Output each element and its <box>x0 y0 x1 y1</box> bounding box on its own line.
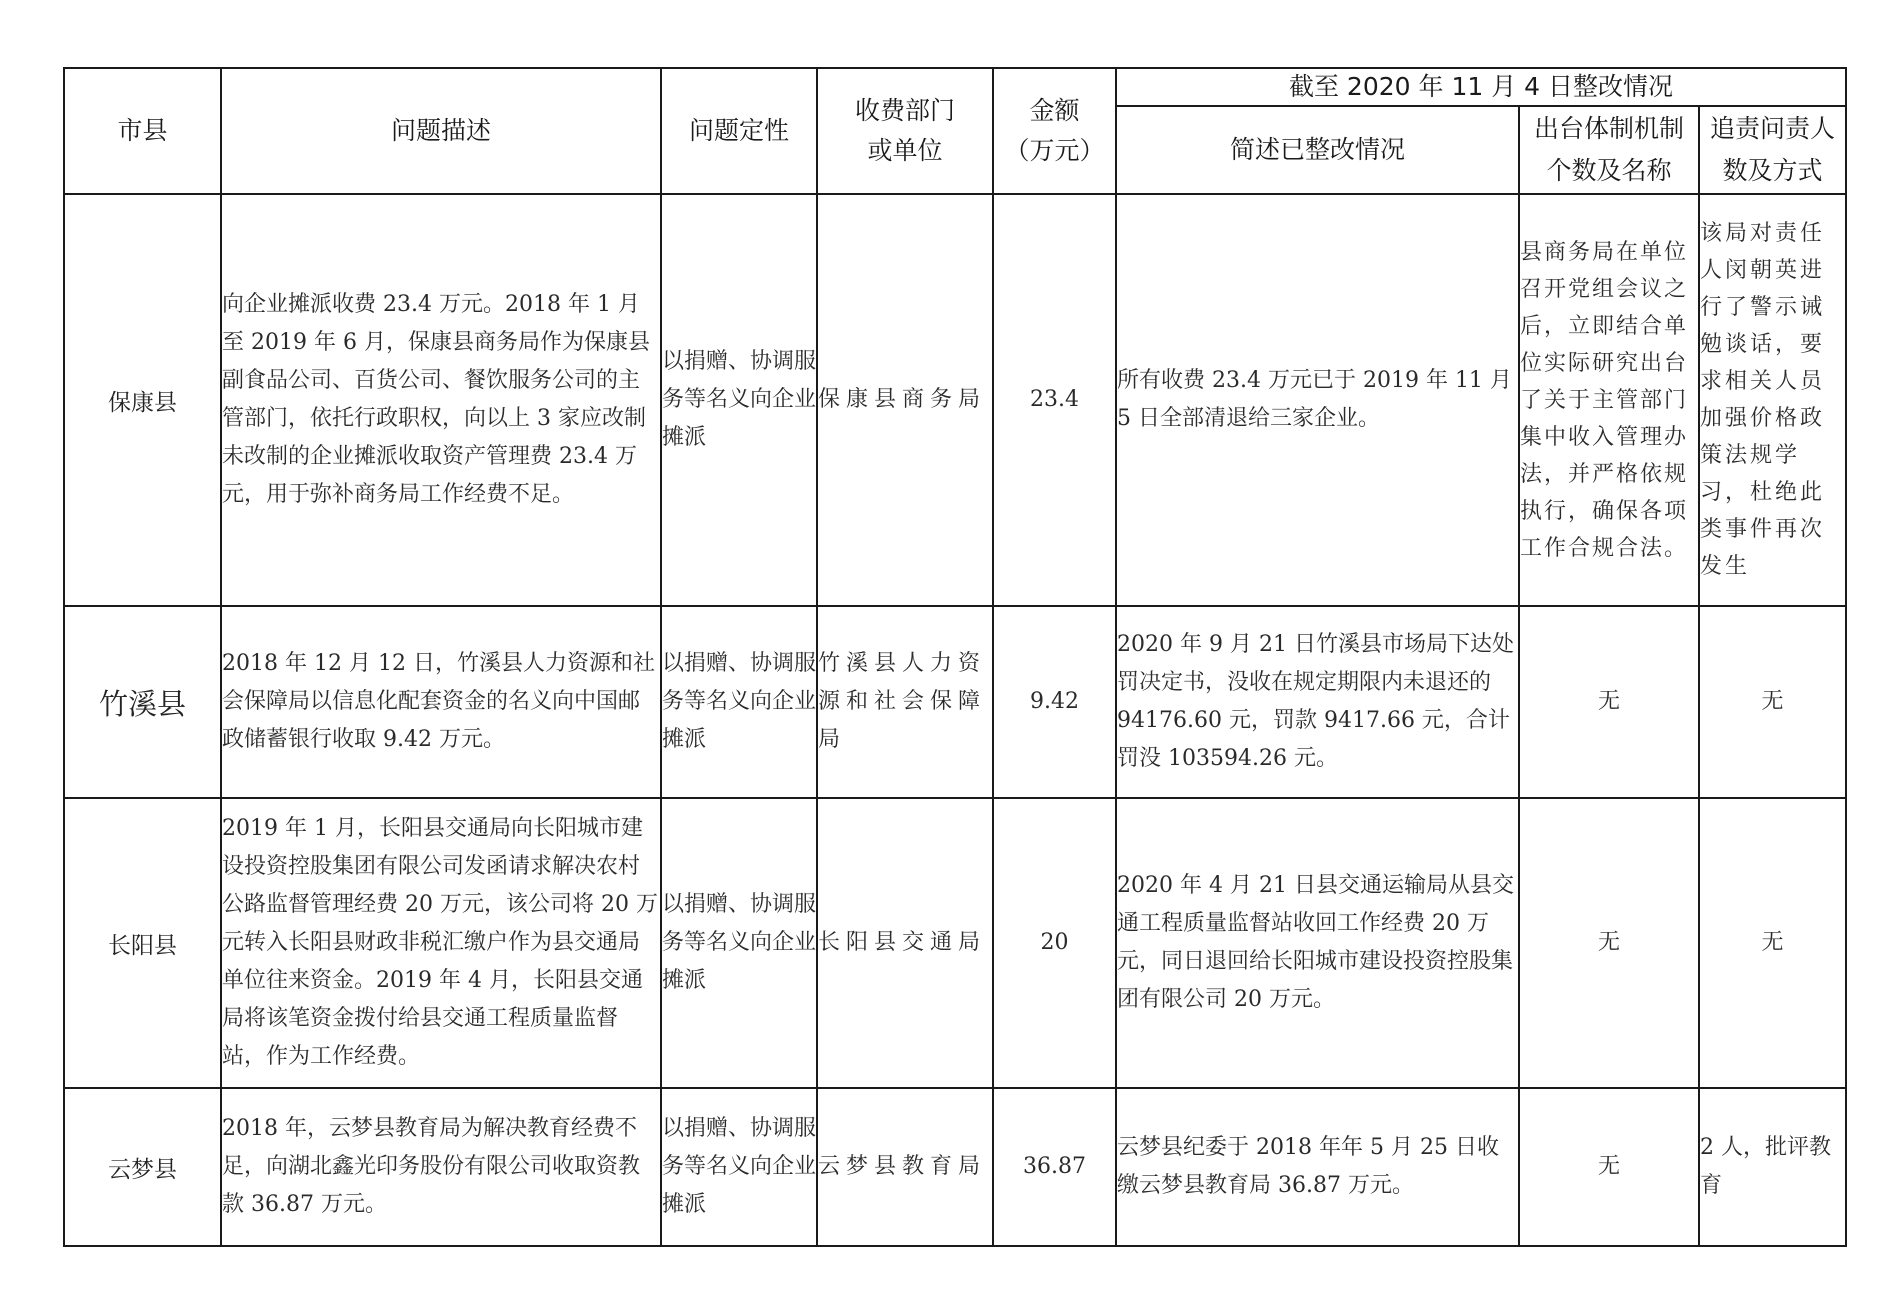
description-cell: 向企业摊派收费 23.4 万元。2018 年 1 月至 2019 年 6 月，保康县商务局作为保康县副食品公司、百货公司、餐饮服务公司的主管部门，依托行政职权，向以上 3 家应改制未改制的企业摊派收取资产管理费 23.4 万元，用于弥补商务局工作经费不足。 <box>221 194 661 606</box>
header-amount: 金额 （万元） <box>993 68 1116 194</box>
department-cell: 云梦县教育局 <box>817 1088 993 1246</box>
header-city: 市县 <box>64 68 221 194</box>
mechanisms-cell: 无 <box>1519 606 1699 798</box>
nature-cell: 以捐赠、协调服务等名义向企业摊派 <box>661 1088 817 1246</box>
city-cell: 长阳县 <box>64 798 221 1088</box>
table-row <box>64 606 1846 798</box>
header-rectification-group: 截至 2020 年 11 月 4 日整改情况 <box>1116 68 1846 106</box>
city-cell: 保康县 <box>64 194 221 606</box>
mechanisms-cell: 县商务局在单位召开党组会议之后，立即结合单位实际研究出台了关于主管部门集中收入管理办法，并严格依规执行，确保各项工作合规合法。 <box>1519 194 1699 606</box>
amount-cell: 9.42 <box>993 606 1116 798</box>
header-mechanisms: 出台体制机制 个数及名称 <box>1519 106 1699 194</box>
city-cell: 竹溪县 <box>64 606 221 798</box>
accountability-cell: 无 <box>1699 798 1846 1088</box>
accountability-cell: 2 人，批评教育 <box>1699 1088 1846 1246</box>
header-department: 收费部门 或单位 <box>817 68 993 194</box>
accountability-cell: 无 <box>1699 606 1846 798</box>
description-cell: 2019 年 1 月，长阳县交通局向长阳城市建设投资控股集团有限公司发函请求解决农村公路监督管理经费 20 万元，该公司将 20 万元转入长阳县财政非税汇缴户作为县交通局单位往来资金。2019 年 4 月，长阳县交通局将该笔资金拨付给县交通工程质量监督站，作为工作经费。 <box>221 798 661 1088</box>
header-rectification: 简述已整改情况 <box>1116 106 1519 194</box>
rectification-cell: 2020 年 4 月 21 日县交通运输局从县交通工程质量监督站收回工作经费 20 万元，同日退回给长阳城市建设投资控股集团有限公司 20 万元。 <box>1116 798 1519 1088</box>
nature-cell: 以捐赠、协调服务等名义向企业摊派 <box>661 194 817 606</box>
amount-cell: 20 <box>993 798 1116 1088</box>
rectification-cell: 2020 年 9 月 21 日竹溪县市场局下达处罚决定书，没收在规定期限内未退还的 94176.60 元，罚款 9417.66 元，合计罚没 103594.26 元。 <box>1116 606 1519 798</box>
mechanisms-cell: 无 <box>1519 798 1699 1088</box>
table-row <box>64 798 1846 1088</box>
table-row <box>64 194 1846 606</box>
nature-cell: 以捐赠、协调服务等名义向企业摊派 <box>661 606 817 798</box>
department-cell: 竹溪县人力资源和社会保障局 <box>817 606 993 798</box>
nature-cell: 以捐赠、协调服务等名义向企业摊派 <box>661 798 817 1088</box>
accountability-cell: 该局对责任人闵朝英进行了警示诫勉谈话，要求相关人员加强价格政策法规学习，杜绝此类事件再次发生 <box>1699 194 1846 606</box>
header-nature: 问题定性 <box>661 68 817 194</box>
amount-cell: 23.4 <box>993 194 1116 606</box>
header-description: 问题描述 <box>221 68 661 194</box>
city-cell: 云梦县 <box>64 1088 221 1246</box>
description-cell: 2018 年 12 月 12 日，竹溪县人力资源和社会保障局以信息化配套资金的名义向中国邮政储蓄银行收取 9.42 万元。 <box>221 606 661 798</box>
description-cell: 2018 年，云梦县教育局为解决教育经费不足，向湖北鑫光印务股份有限公司收取资教款 36.87 万元。 <box>221 1088 661 1246</box>
department-cell: 长阳县交通局 <box>817 798 993 1088</box>
rectification-cell: 云梦县纪委于 2018 年年 5 月 25 日收缴云梦县教育局 36.87 万元。 <box>1116 1088 1519 1246</box>
mechanisms-cell: 无 <box>1519 1088 1699 1246</box>
table-row <box>64 1088 1846 1246</box>
department-cell: 保康县商务局 <box>817 194 993 606</box>
rectification-table <box>63 67 1847 1247</box>
rectification-cell: 所有收费 23.4 万元已于 2019 年 11 月 5 日全部清退给三家企业。 <box>1116 194 1519 606</box>
amount-cell: 36.87 <box>993 1088 1116 1246</box>
header-accountability: 追责问责人 数及方式 <box>1699 106 1846 194</box>
